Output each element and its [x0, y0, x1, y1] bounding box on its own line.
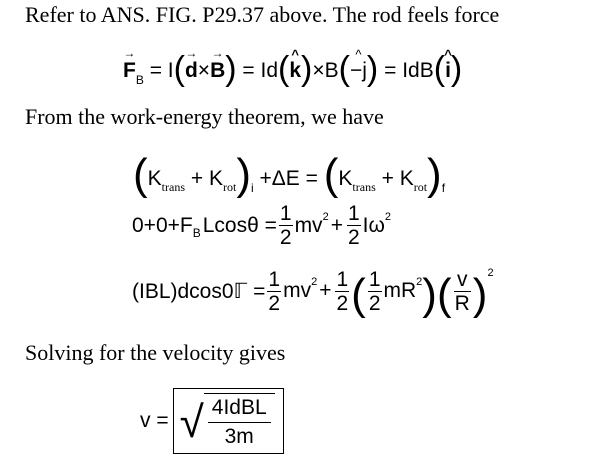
solving-text: Solving for the velocity gives [25, 340, 286, 365]
lhs-rest: Lcosθ = [202, 213, 277, 237]
answer-box [173, 388, 284, 454]
plus-sign: + [190, 167, 204, 190]
answer-numerator: 4IdBL [208, 394, 271, 423]
half-fraction-4 [335, 269, 349, 314]
k-rot-final: K [399, 167, 414, 190]
delta-e-equals: +ΔE = [259, 167, 318, 190]
paren-open-final: ( [323, 150, 339, 199]
paren-close-k: ) [301, 50, 313, 88]
plus-sign-2: + [381, 167, 394, 190]
r-denominator: R [454, 291, 470, 315]
paren-open-inertia: ( [351, 270, 366, 319]
paren-close-final: ) [427, 150, 442, 199]
square-exponent: 2 [322, 210, 329, 223]
fraction-denominator-5: 2 [368, 291, 381, 315]
initial-subscript: i [250, 181, 254, 195]
k-unit-vector: ^ k [289, 59, 301, 83]
square-exponent-4: 2 [416, 276, 423, 288]
id-term: Id [260, 59, 279, 82]
half-fraction [279, 203, 293, 248]
k-trans-final: K [338, 167, 353, 190]
paren-open-i: ( [433, 50, 446, 88]
fraction-denominator-3: 2 [268, 291, 281, 315]
mr-term: mR [383, 279, 417, 302]
paren-open-initial: ( [133, 150, 148, 199]
equals-sign: = [149, 59, 162, 82]
v-numerator: v [456, 267, 468, 291]
current-symbol: I [167, 59, 174, 82]
i-unit-vector: ^ i [445, 59, 451, 83]
fraction-numerator-5: 1 [368, 267, 381, 291]
energy-balance-equation [132, 203, 391, 248]
paren-open-k: ( [278, 50, 290, 88]
trans-subscript-final: trans [352, 180, 376, 194]
force-vector: → F [123, 59, 136, 83]
b-vector: → B [210, 59, 225, 83]
paren-open-ratio: ( [436, 270, 452, 319]
v-over-r-fraction [454, 269, 471, 314]
k-trans-initial: K [147, 167, 162, 190]
work-energy-equation [133, 146, 446, 199]
square-exponent-5: 2 [487, 267, 494, 279]
neg-j-unit-vector: ^ −j [350, 59, 367, 83]
lhs-zeros: 0+0+F [132, 213, 193, 237]
fraction-numerator-3: 1 [268, 267, 281, 291]
sqrt-icon: √ [179, 398, 204, 447]
lhs-ibl: (IBL)dcos0ℾ = [132, 279, 266, 303]
fraction-numerator-2: 1 [347, 202, 360, 225]
paren-open: ( [173, 50, 185, 88]
paren-open-j: ( [338, 50, 350, 88]
paren-close-i: ) [450, 50, 463, 88]
half-fraction-2 [347, 203, 361, 248]
cross-sign: × [197, 59, 211, 82]
force-subscript: B [135, 73, 144, 87]
half-fraction-3 [267, 269, 281, 314]
velocity-label: v = [140, 409, 169, 432]
mv-term-2: mv [283, 279, 312, 302]
trans-subscript-initial: trans [161, 180, 185, 194]
half-fraction-5 [368, 269, 382, 314]
idb-term: IdB [402, 59, 434, 82]
equals-sign-3: = [384, 59, 397, 82]
plus-sign-4: + [319, 279, 332, 302]
fraction-denominator: 2 [279, 226, 292, 249]
rot-subscript-initial: rot [222, 180, 237, 194]
final-subscript: f [441, 181, 446, 195]
rot-subscript-final: rot [413, 180, 428, 194]
answer-denominator: 3m [224, 425, 254, 448]
plus-sign-3: + [330, 213, 343, 237]
fb-subscript: B [192, 225, 201, 240]
k-rot-initial: K [208, 167, 223, 190]
paren-close-inertia: ) [422, 270, 437, 319]
fraction-denominator-2: 2 [347, 226, 360, 249]
radicand [204, 393, 275, 449]
fraction-numerator-4: 1 [336, 267, 349, 291]
square-exponent-2: 2 [384, 210, 391, 223]
i-omega-term: Iω [362, 213, 385, 237]
paren-close-ratio: ) [472, 270, 488, 319]
fraction-numerator: 1 [279, 202, 292, 225]
square-exponent-3: 2 [311, 276, 318, 288]
mv-term: mv [294, 213, 323, 237]
intro-text: Refer to ANS. FIG. P29.37 above. The rod feels force [25, 2, 500, 27]
paren-close: ) [225, 50, 237, 88]
fraction-denominator-4: 2 [336, 291, 349, 315]
substituted-equation [132, 266, 494, 319]
work-energy-text: From the work-energy theorem, we have [25, 104, 384, 129]
d-vector: → d [185, 59, 198, 83]
velocity-answer [140, 388, 284, 454]
paren-close-initial: ) [236, 150, 251, 199]
force-equation [123, 47, 462, 86]
equals-sign-2: = [242, 59, 255, 82]
paren-close-j: ) [366, 50, 379, 88]
cross-b: ×B [312, 59, 339, 82]
